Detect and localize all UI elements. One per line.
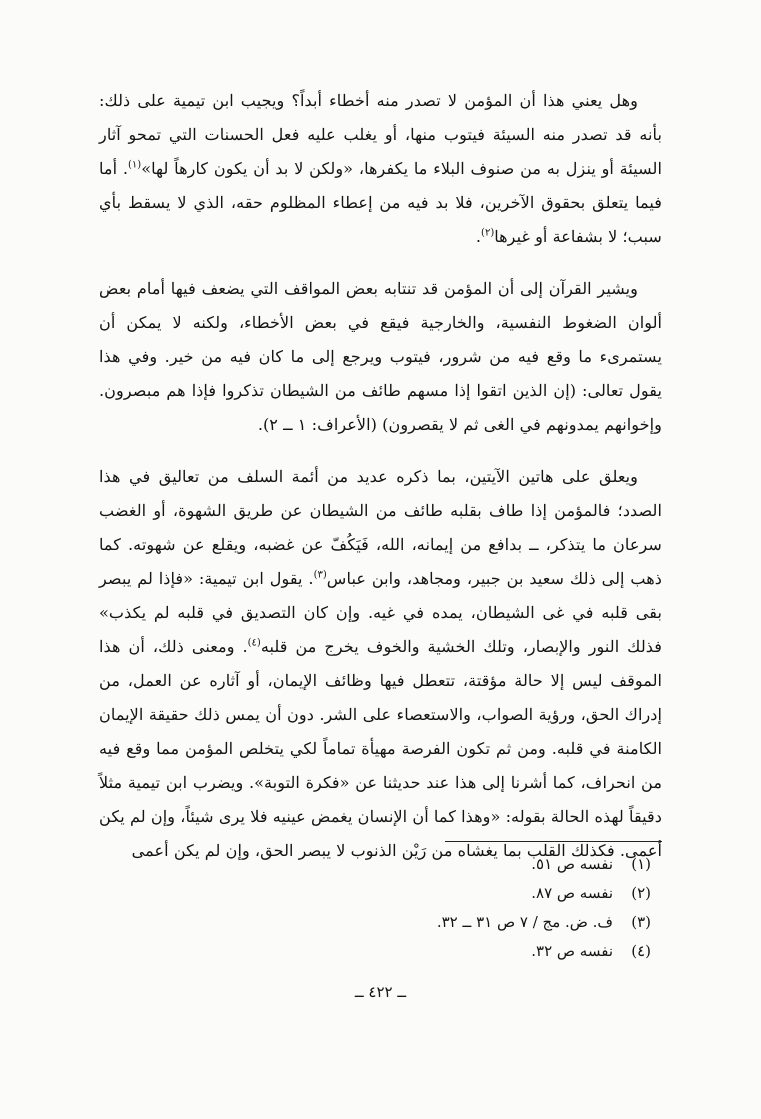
paragraph-3-text-continued: . يقول ابن تيمية: «فإذا لم يبصر بقى قلبه في غى الشيطان، يمده في غيه. وإن كان التصديق في قلبه لم يكذب» فذلك النور والإبصار، وتلك الخشية والخوف يخرج من قلبه [99,569,662,656]
paragraph-2-text: ويشير القرآن إلى أن المؤمن قد تنتابه بعض المواقف التي يضعف فيها أمام بعض ألوان الضغوط النفسية، والخارجية فيقع في بعض الأخطاء، ولكنه لا يمكن أن يستمرىء ما وقع فيه من شرور، فيتوب ويرجع إلى ما كان فيه من خير. وفي هذا يقول تعالى: (إن الذين اتقوا إذا مسهم طائف من الشيطان تذكروا فإذا هم مبصرون. وإخوانهم يمدونهم في الغى ثم لا يقصرون) (الأعراف: ١ ــ ٢). [99,279,662,434]
paragraph-2 [99,272,662,442]
footnote-3 [231,908,651,937]
footnote-number: (٢) [631,884,651,902]
footnote-text: نفسه ص ٨٧. [531,884,613,902]
footnote-2 [231,879,651,908]
footnote-separator [445,841,662,842]
footnote-1 [231,850,651,879]
footnote-number: (٣) [631,913,651,931]
footnotes [231,850,651,966]
page-number: ــ ٤٢٢ ــ [354,983,407,1001]
footnote-number: (١) [631,855,651,873]
footnote-ref-2: (٢) [481,227,495,239]
footnote-ref-3: (٣) [313,569,327,581]
paragraph-3-text: ويعلق على هاتين الآيتين، بما ذكره عديد من أئمة السلف من تعاليق في هذا الصدد؛ فالمؤمن إذا طاف بقلبه طائف من الشيطان عن طريق الشهوة، أو الغضب سرعان ما يتذكر، ــ بدافع من إيمانه، الله، فَيَكُفّ عن غضبه، ويقلع عن شهوته. كما ذهب إلى ذلك سعيد بن جبير، ومجاهد، وابن عباس [99,467,662,588]
footnote-text: نفسه ص ٥١. [531,855,613,873]
footnote-ref-4: (٤) [247,637,261,649]
footnote-4 [231,937,651,966]
paragraph-3-text-end: . ومعنى ذلك، أن هذا الموقف ليس إلا حالة مؤقتة، تتعطل فيها وظائف الإيمان، أو آثاره عن العمل، من إدراك الحق، ورؤية الصواب، والاستعصاء على الشر. دون أن يمس ذلك حقيقة الإيمان الكامنة في قلبه. ومن ثم تكون الفرصة مهيأة تماماً لكي يتخلص المؤمن مما وقع فيه من انحراف، كما أشرنا إلى هذا عند حديثنا عن «فكرة التوبة». ويضرب ابن تيمية مثلاً دقيقاً لهذه الحالة بقوله: «وهذا كما أن الإنسان يغمض عينيه فلا يرى شيئاً، وإن لم يكن أعمى. فكذلك القلب بما يغشاه من رَيْن الذنوب لا يبصر الحق، وإن لم يكن أعمى [99,637,662,860]
paragraph-1-text-continued: . أما فيما يتعلق بحقوق الآخرين، فلا بد فيه من إعطاء المظلوم حقه، الذي لا يسقط بأي سبب؛ لا بشفاعة أو غيرها [99,159,662,246]
paragraph-1-text: وهل يعني هذا أن المؤمن لا تصدر منه أخطاء أبداً؟ ويجيب ابن تيمية على ذلك: بأنه قد تصدر منه السيئة فيتوب منها، أو يغلب عليه فعل الحسنات التي تمحو آثار السيئة أو ينزل به من صنوف البلاء ما يكفرها، «ولكن لا بد أن يكون كارهاً لها» [99,91,662,178]
paragraph-1 [99,84,662,254]
footnote-number: (٤) [631,942,651,960]
body-text [99,84,662,868]
footnote-ref-1: (١) [128,159,142,171]
paragraph-1-text-end: . [475,227,482,246]
footnote-text: ف. ض. مج / ٧ ص ٣١ ــ ٣٢. [436,913,613,931]
footnote-text: نفسه ص ٣٢. [531,942,613,960]
paragraph-3 [99,460,662,868]
